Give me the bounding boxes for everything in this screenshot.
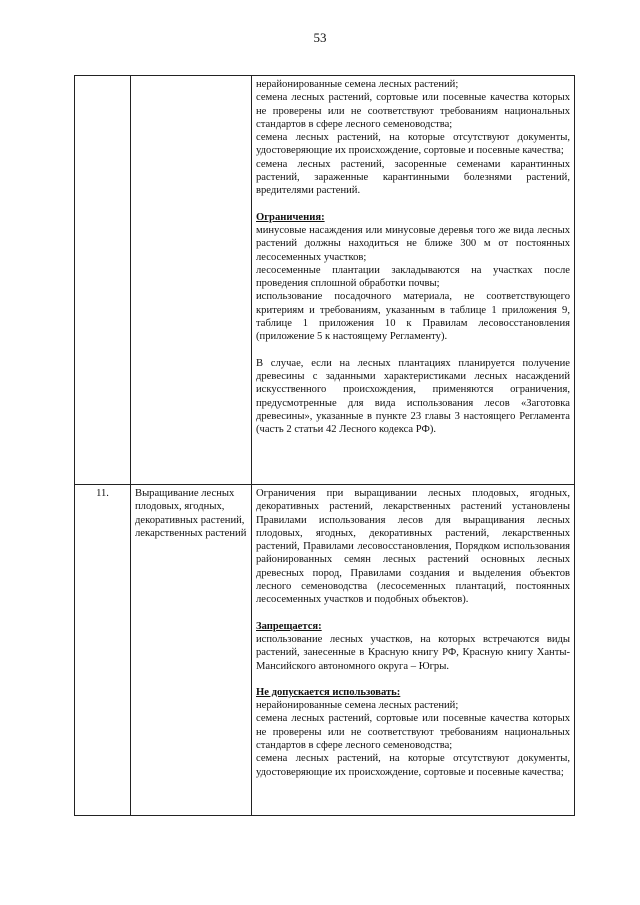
forbidden-heading: Запрещается:	[256, 620, 322, 632]
restrictions-heading: Ограничения:	[256, 211, 325, 223]
list-item: минусовые насаждения или минусовые деревья того же вида лесных растений должны находиться не ближе 300 м от постоянных лесосеменных участков;	[256, 224, 570, 263]
list-item: семена лесных растений, засоренные семенами карантинных растений, зараженные карантинными болезнями растений, вредителями растений.	[256, 158, 570, 197]
list-item: использование посадочного материала, не соответствующего критериям и требованиям, указанным в таблице 1 приложения 9, таблице 1 приложения 10 к Правилам лесовосстановления (приложение 5 к настоящему Регламенту).	[256, 291, 570, 343]
table-row-continued	[75, 76, 575, 485]
list-item: лесосеменные плантации закладываются на участках после проведения сплошной обработки почвы;	[256, 264, 570, 290]
intro-paragraph: Ограничения при выращивании лесных плодовых, ягодных, декоративных растений, лекарственных растений установлены Правилами использования лесов для выращивания лесных плодовых, ягодных, декоративных растений, лекарственных растений, Правилами лесовосстановления, Порядком использования районированных семян лесных растений основных лесных древесных пород, Правилами создания и выделения объектов лесного семеноводства (лесосеменных плантаций, постоянных лесосеменных участков и подобных объектов).	[256, 488, 570, 606]
activity-name-cell: Выращивание лесных плодовых, ягодных, декоративных растений, лекарственных растений	[131, 485, 252, 816]
row-number-cell: 11.	[75, 485, 131, 816]
regulation-table	[74, 75, 575, 816]
page-number: 53	[313, 30, 327, 45]
requirements-cell	[252, 485, 575, 816]
list-item: нерайонированные семена лесных растений;	[256, 700, 459, 712]
list-item: семена лесных растений, на которые отсутствуют документы, удостоверяющие их происхождение, сортовые и посевные качества;	[256, 132, 570, 157]
table-row-11	[75, 485, 575, 816]
forbidden-paragraph: использование лесных участков, на которых встречаются виды растений, занесенные в Красную книгу РФ, Красную книгу Ханты-Мансийского автономного округа – Югры.	[256, 633, 570, 672]
list-item: нерайонированные семена лесных растений;	[256, 79, 459, 90]
list-item: семена лесных растений, сортовые или посевные качества которых не проверены или не соответствуют требованиям национальных стандартов в сфере лесного семеноводства;	[256, 92, 570, 130]
requirements-cell	[252, 76, 575, 485]
activity-name-cell	[131, 76, 252, 485]
not-allowed-heading: Не допускается использовать:	[256, 686, 401, 698]
list-item: семена лесных растений, сортовые или посевные качества которых не проверены или не соответствуют требованиям национальных стандартов в сфере лесного семеноводства;	[256, 713, 570, 752]
note-paragraph: В случае, если на лесных плантациях планируется получение древесины с заданными характеристиками лесных насаждений искусственного происхождения, применяются ограничения, предусмотренные для вида использования лесов «Заготовка древесины», указанные в пункте 23 главы 3 настоящего Регламента (часть 2 статьи 42 Лесного кодекса РФ).	[256, 357, 570, 436]
list-item: семена лесных растений, на которые отсутствуют документы, удостоверяющие их происхождение, сортовые и посевные качества;	[256, 753, 570, 778]
row-number-cell	[75, 76, 131, 485]
